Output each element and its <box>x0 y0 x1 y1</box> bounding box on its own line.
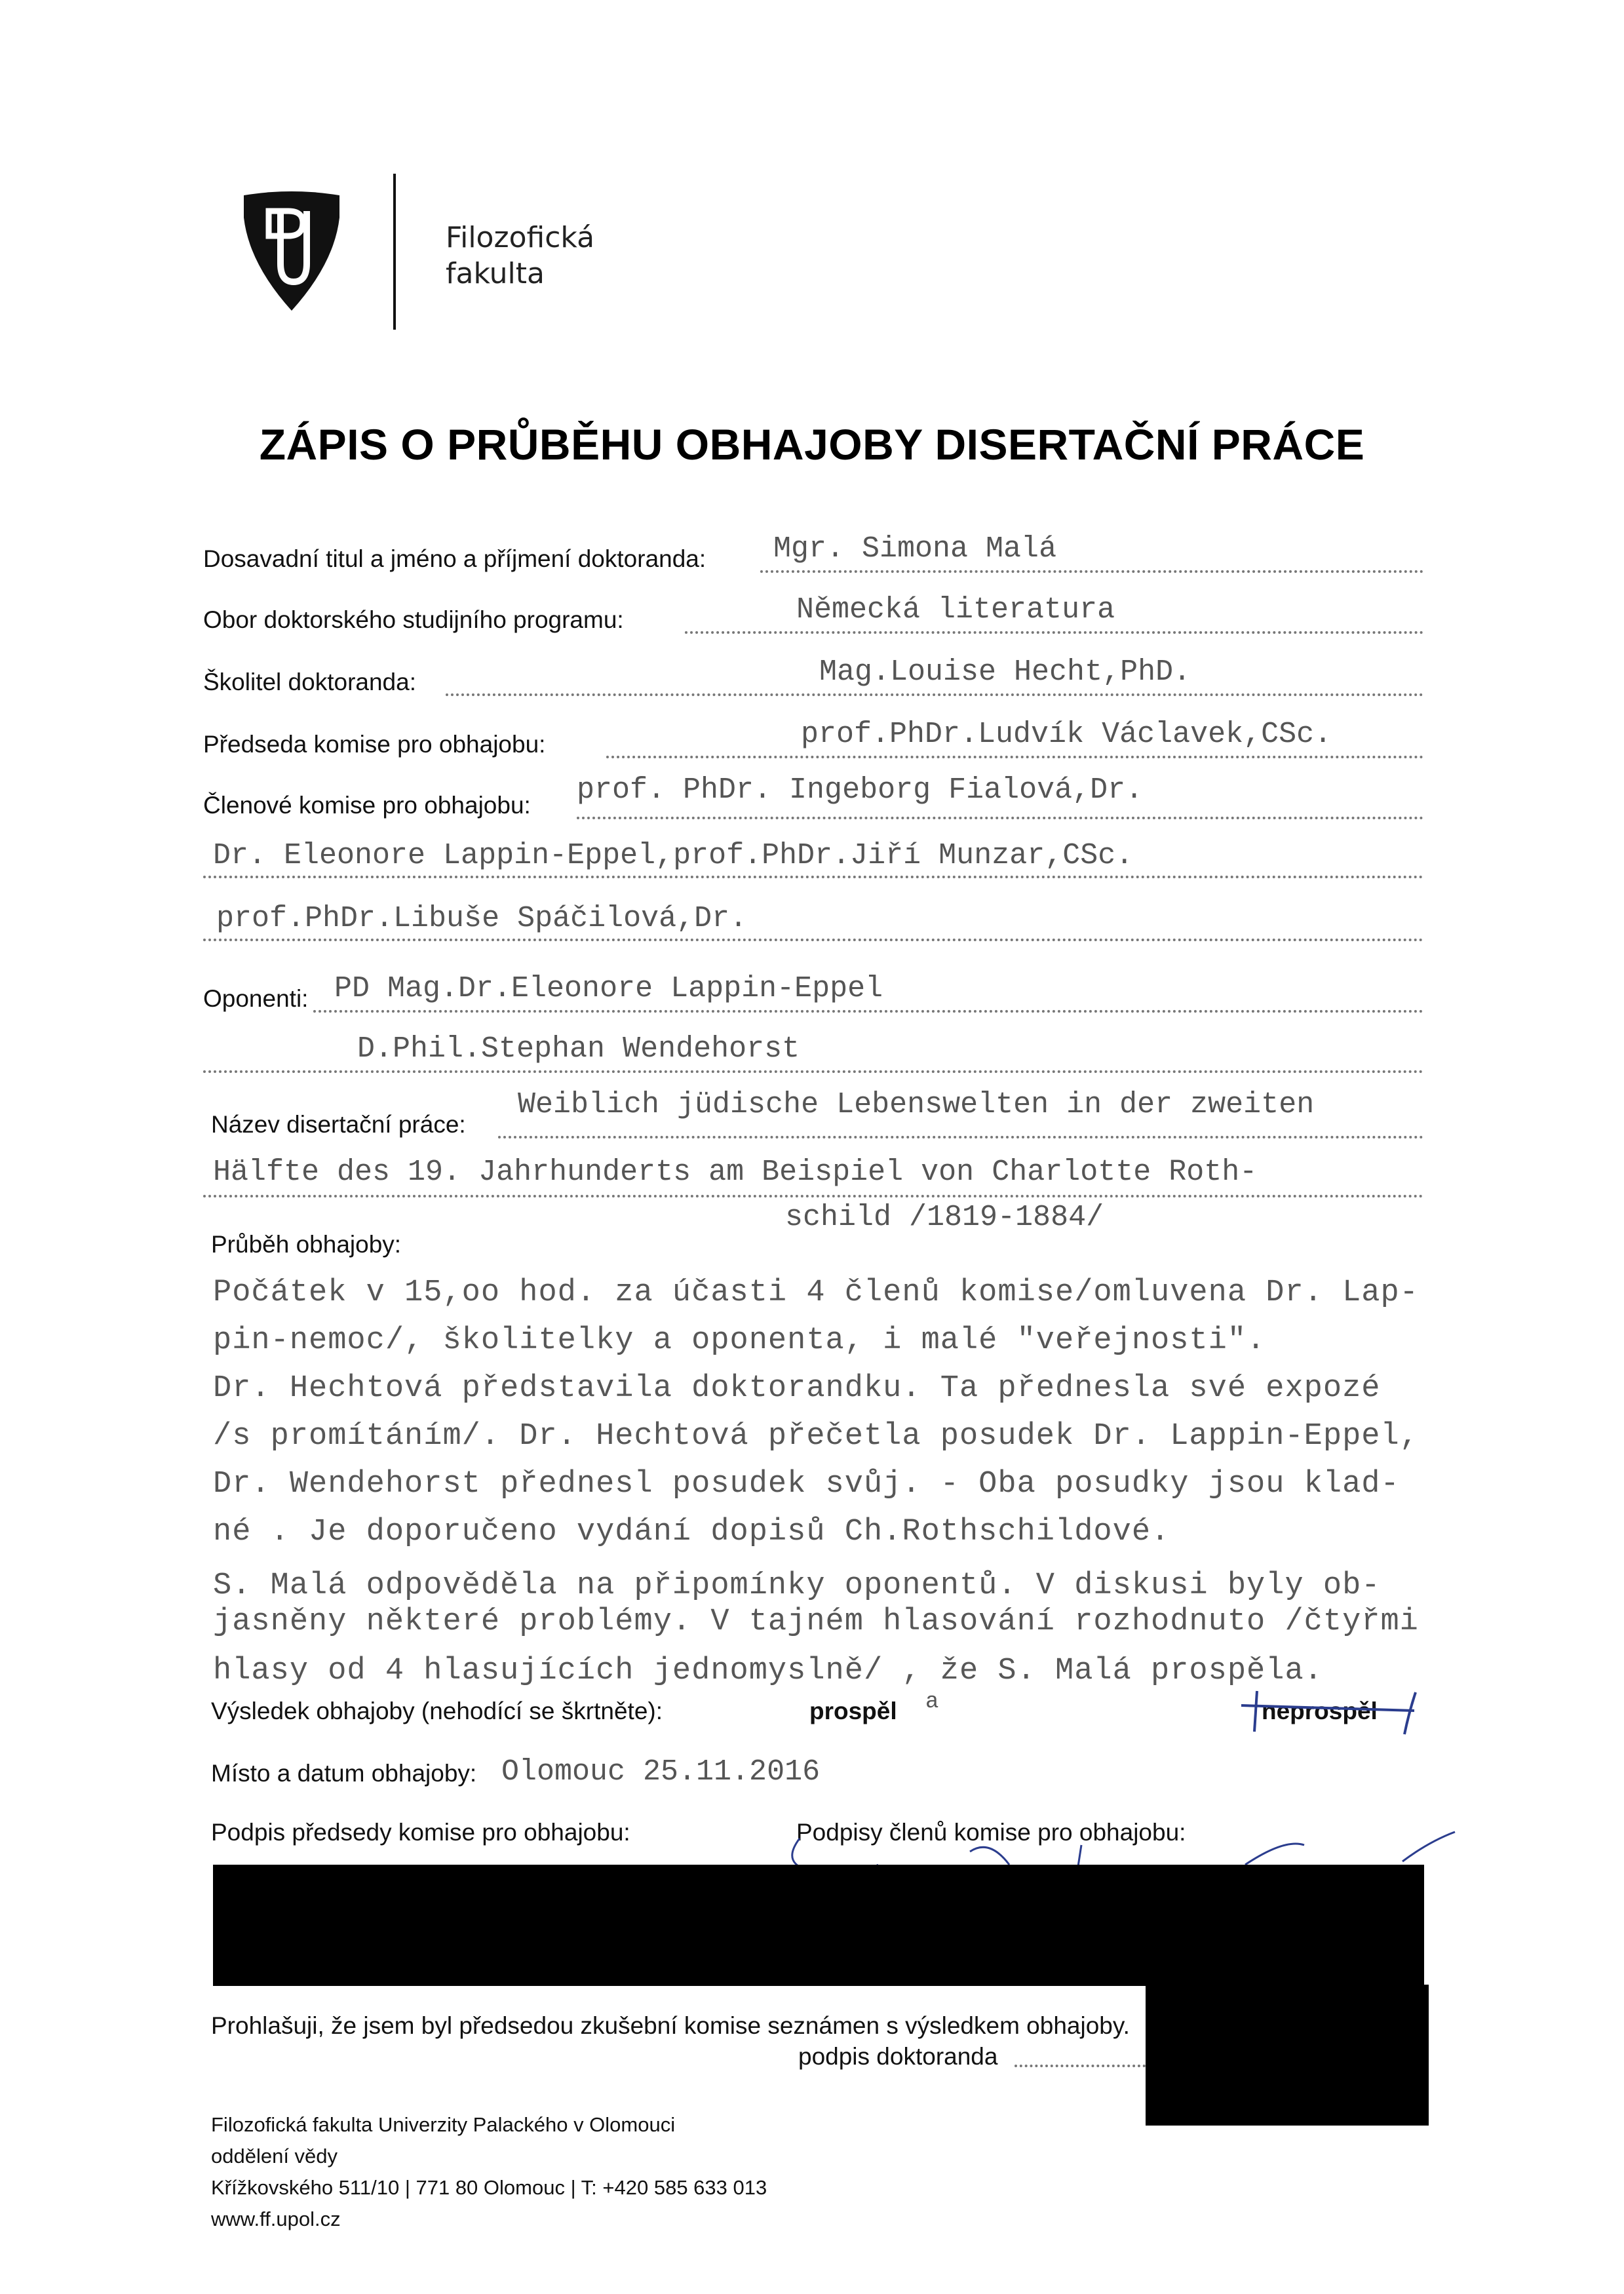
page-title: ZÁPIS O PRŮBĚHU OBHAJOBY DISERTAČNÍ PRÁCE <box>259 420 1365 469</box>
footer-line1: Filozofická fakulta Univerzity Palackého v Olomouci <box>211 2113 676 2136</box>
faculty-name <box>446 220 594 292</box>
members-label: Členové komise pro obhajobu: <box>203 792 531 819</box>
strike-mark <box>1237 1686 1427 1738</box>
chair-label: Předseda komise pro obhajobu: <box>203 731 546 758</box>
header-divider <box>393 174 396 330</box>
faculty-line1: Filozofická <box>446 221 595 254</box>
course-line: Počátek v 15,oo hod. za účasti 4 členů komise/omluvena Dr. Lap- <box>213 1275 1419 1310</box>
thesis-dotted-line-2 <box>203 1195 1423 1197</box>
members-line2: Dr. Eleonore Lappin-Eppel,prof.PhDr.Jiří Munzar,CSc. <box>213 839 1134 872</box>
declaration-signature-label: podpis doktoranda <box>798 2043 998 2070</box>
candidate-value: Mgr. Simona Malá <box>773 532 1057 566</box>
course-line: pin-nemoc/, školitelky a oponenta, i malé "veřejnosti". <box>213 1323 1266 1358</box>
course-line: né . Je doporučeno vydání dopisů Ch.Rothschildové. <box>213 1515 1170 1549</box>
candidate-label: Dosavadní titul a jméno a příjmení doktoranda: <box>203 545 706 572</box>
candidate-dotted-line <box>760 570 1423 573</box>
thesis-label: Název disertační práce: <box>211 1111 466 1138</box>
thesis-line3: schild /1819-1884/ <box>785 1201 1104 1234</box>
redaction-candidate-signature <box>1146 1985 1429 2126</box>
opponents-line2: D.Phil.Stephan Wendehorst <box>357 1032 800 1066</box>
result-pass: prospěl <box>809 1698 897 1724</box>
place-date-value: Olomouc 25.11.2016 <box>501 1755 821 1789</box>
members-signature-label: Podpisy členů komise pro obhajobu: <box>796 1819 1186 1846</box>
course-line: hlasy od 4 hlasujících jednomyslně/ , že S. Malá prospěla. <box>213 1654 1323 1688</box>
redaction-signatures <box>213 1865 1424 1986</box>
thesis-line1: Weiblich jüdische Lebenswelten in der zweiten <box>518 1088 1315 1121</box>
result-fail: neprospěl <box>1262 1698 1378 1724</box>
field-dotted-line <box>685 631 1423 634</box>
course-label: Průběh obhajoby: <box>211 1231 402 1258</box>
opponents-dotted-line-2 <box>203 1070 1423 1073</box>
place-date-label: Místo a datum obhajoby: <box>211 1760 477 1787</box>
supervisor-value: Mag.Louise Hecht,PhD. <box>819 655 1191 689</box>
footer-line3: Křížkovského 511/10 | 771 80 Olomouc | T: +420 585 633 013 <box>211 2176 767 2199</box>
opponents-dotted-line-1 <box>313 1010 1423 1013</box>
chair-dotted-line <box>606 756 1423 758</box>
chair-signature-label: Podpis předsedy komise pro obhajobu: <box>211 1819 630 1846</box>
thesis-dotted-line-1 <box>498 1136 1423 1138</box>
declaration-dotted-line <box>1015 2065 1146 2067</box>
members-line3: prof.PhDr.Libuše Spáčilová,Dr. <box>216 902 748 935</box>
course-line: jasněny některé problémy. V tajném hlasování rozhodnuto /čtyřmi <box>213 1604 1419 1639</box>
members-dotted-line-1 <box>577 817 1423 819</box>
members-dotted-line-3 <box>203 939 1423 941</box>
result-label: Výsledek obhajoby (nehodící se škrtněte): <box>211 1698 663 1724</box>
opponents-label: Oponenti: <box>203 985 309 1012</box>
footer <box>211 2109 767 2235</box>
course-line: S. Malá odpověděla na připomínky oponentů. V diskusi byly ob- <box>213 1568 1381 1603</box>
opponents-line1: PD Mag.Dr.Eleonore Lappin-Eppel <box>334 972 883 1005</box>
declaration-text: Prohlašuji, že jsem byl předsedou zkušební komise seznámen s výsledkem obhajoby. <box>211 2012 1130 2039</box>
chair-value: prof.PhDr.Ludvík Václavek,CSc. <box>801 718 1332 751</box>
members-line1: prof. PhDr. Ingeborg Fialová,Dr. <box>577 773 1144 807</box>
result-pass-suffix: a <box>925 1690 939 1715</box>
field-label: Obor doktorského studijního programu: <box>203 606 624 633</box>
footer-line2: oddělení vědy <box>211 2145 338 2168</box>
course-line: Dr. Wendehorst přednesl posudek svůj. - Oba posudky jsou klad- <box>213 1467 1400 1502</box>
field-value: Německá literatura <box>796 593 1115 627</box>
footer-line4: www.ff.upol.cz <box>211 2207 341 2230</box>
upol-shield-icon <box>242 191 341 313</box>
supervisor-label: Školitel doktoranda: <box>203 669 416 695</box>
faculty-line2: fakulta <box>446 257 545 290</box>
course-line: /s promítáním/. Dr. Hechtová přečetla posudek Dr. Lappin-Eppel, <box>213 1419 1419 1454</box>
members-dotted-line-2 <box>203 876 1423 878</box>
thesis-line2: Hälfte des 19. Jahrhunderts am Beispiel von Charlotte Roth- <box>213 1156 1258 1189</box>
course-line: Dr. Hechtová představila doktorandku. Ta přednesla své expozé <box>213 1371 1381 1406</box>
supervisor-dotted-line <box>446 693 1423 696</box>
